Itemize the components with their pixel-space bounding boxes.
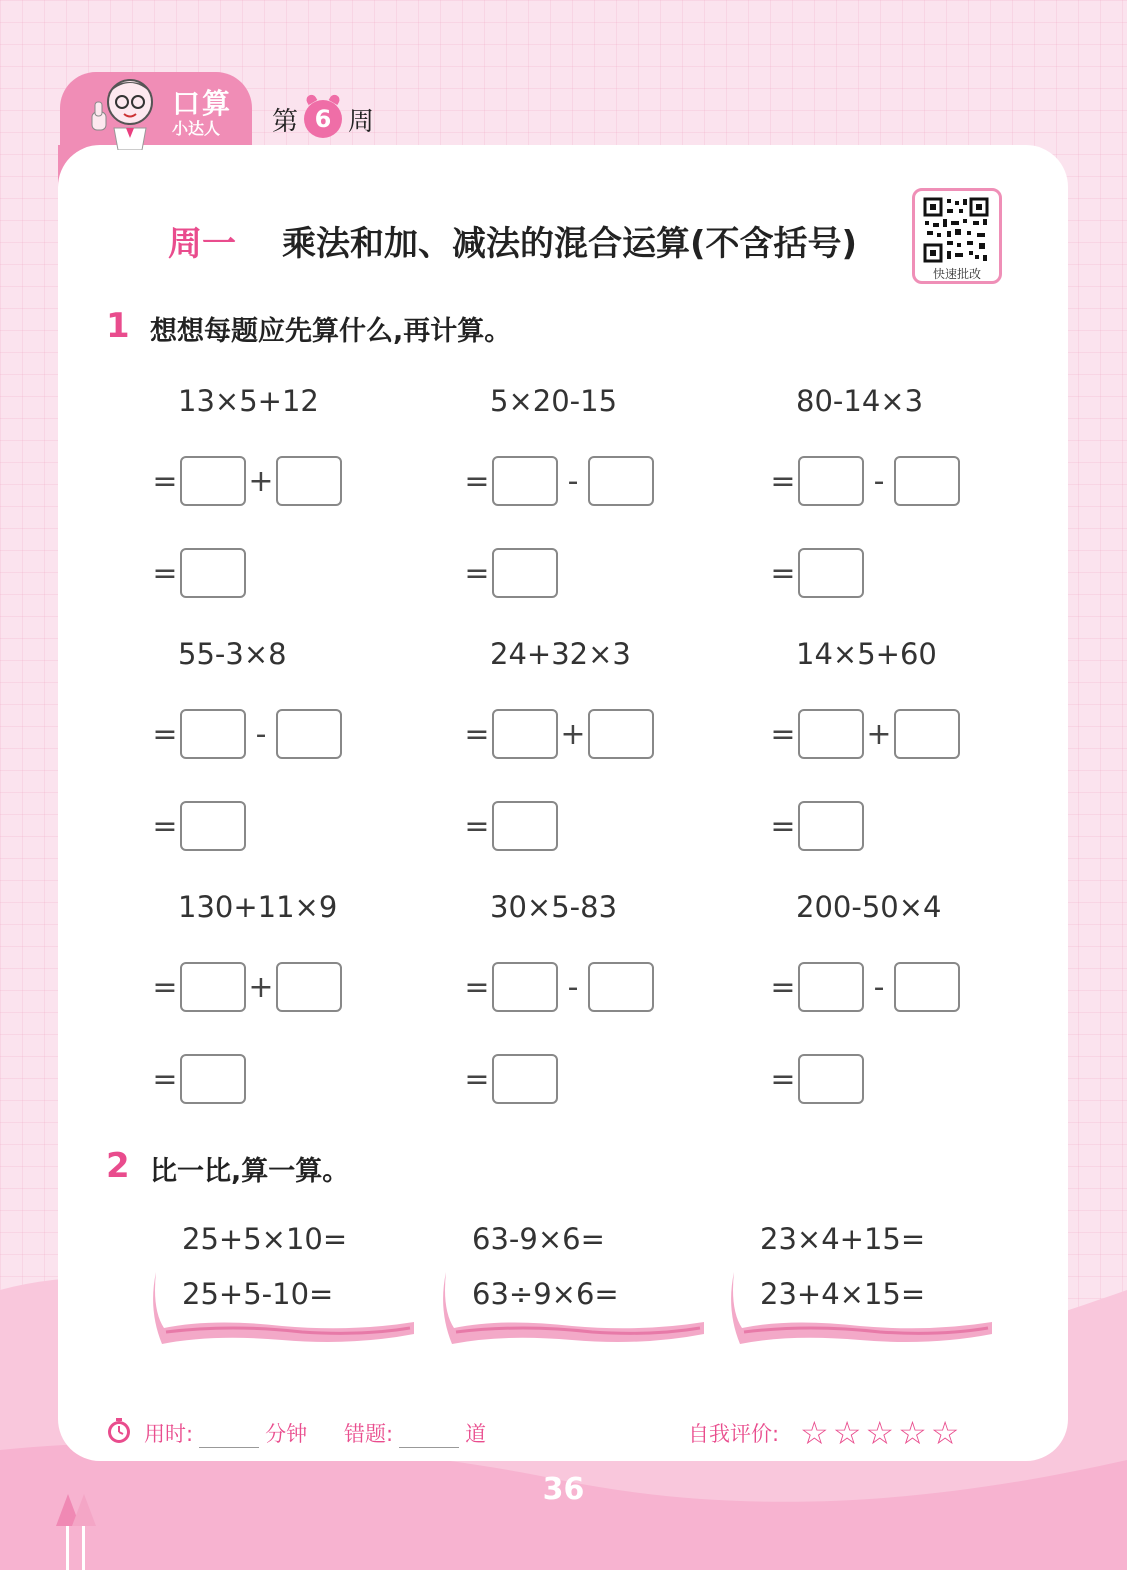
answer-box[interactable] bbox=[180, 801, 246, 851]
comparison-group bbox=[152, 1220, 417, 1350]
operator-sign: + bbox=[866, 716, 892, 752]
problem-expression: 24+32×3 bbox=[490, 637, 631, 671]
problem-expression: 55-3×8 bbox=[178, 637, 287, 671]
equals-sign: = bbox=[464, 969, 490, 1005]
operator-sign: - bbox=[567, 969, 579, 1005]
page-title: 乘法和加、减法的混合运算(不含括号) bbox=[282, 224, 858, 264]
answer-box[interactable] bbox=[180, 456, 246, 506]
comparison-top: 23×4+15= bbox=[760, 1222, 926, 1256]
problem-expression: 130+11×9 bbox=[178, 890, 338, 924]
answer-box[interactable] bbox=[492, 709, 558, 759]
answer-box[interactable] bbox=[798, 709, 864, 759]
errors-blank[interactable] bbox=[399, 1447, 459, 1448]
problem-expression: 13×5+12 bbox=[178, 384, 319, 418]
answer-box[interactable] bbox=[180, 709, 246, 759]
equals-sign: = bbox=[770, 716, 796, 752]
problem-expression: 30×5-83 bbox=[490, 890, 618, 924]
step-2-row bbox=[150, 548, 246, 598]
time-spent bbox=[144, 1418, 307, 1448]
question-2-text: 比一比,算一算。 bbox=[150, 1156, 350, 1187]
step-2-row bbox=[150, 801, 246, 851]
step-1-row bbox=[768, 709, 960, 759]
brand-subtitle: 小达人 bbox=[172, 119, 221, 138]
week-indicator bbox=[272, 100, 374, 138]
step-2-row bbox=[768, 548, 864, 598]
rating-stars[interactable]: ☆☆☆☆☆ bbox=[800, 1414, 964, 1452]
equals-sign: = bbox=[152, 555, 178, 591]
time-blank[interactable] bbox=[199, 1447, 259, 1448]
equals-sign: = bbox=[152, 716, 178, 752]
answer-box[interactable] bbox=[492, 962, 558, 1012]
time-label: 用时: bbox=[144, 1422, 194, 1446]
errors-label: 错题: bbox=[344, 1422, 394, 1446]
step-1-row bbox=[768, 456, 960, 506]
answer-box[interactable] bbox=[492, 1054, 558, 1104]
step-1-row bbox=[768, 962, 960, 1012]
qr-code-icon bbox=[923, 197, 989, 263]
equals-sign: = bbox=[152, 463, 178, 499]
answer-box[interactable] bbox=[798, 456, 864, 506]
week-suffix: 周 bbox=[348, 106, 375, 137]
answer-box[interactable] bbox=[798, 548, 864, 598]
step-2-row bbox=[462, 801, 558, 851]
errors-count bbox=[344, 1418, 486, 1448]
equals-sign: = bbox=[464, 555, 490, 591]
answer-box[interactable] bbox=[492, 801, 558, 851]
answer-box[interactable] bbox=[276, 962, 342, 1012]
tree-icon bbox=[54, 1492, 98, 1570]
operator-sign: + bbox=[248, 969, 274, 1005]
step-1-row bbox=[150, 709, 342, 759]
alarm-clock-icon bbox=[304, 100, 342, 138]
answer-box[interactable] bbox=[588, 456, 654, 506]
step-2-row bbox=[462, 548, 558, 598]
comparison-group bbox=[730, 1220, 995, 1350]
answer-box[interactable] bbox=[894, 962, 960, 1012]
equals-sign: = bbox=[770, 463, 796, 499]
mascot-icon bbox=[78, 72, 168, 150]
errors-unit: 道 bbox=[465, 1422, 487, 1446]
answer-box[interactable] bbox=[180, 1054, 246, 1104]
problem-expression: 80-14×3 bbox=[796, 384, 924, 418]
answer-box[interactable] bbox=[180, 962, 246, 1012]
step-1-row bbox=[150, 456, 342, 506]
equals-sign: = bbox=[770, 808, 796, 844]
problem-expression: 5×20-15 bbox=[490, 384, 618, 418]
answer-box[interactable] bbox=[894, 456, 960, 506]
equals-sign: = bbox=[152, 808, 178, 844]
qr-caption: 快速批改 bbox=[932, 267, 981, 281]
comparison-bottom: 63÷9×6= bbox=[472, 1277, 619, 1311]
problem-expression: 200-50×4 bbox=[796, 890, 942, 924]
step-2-row bbox=[768, 801, 864, 851]
step-1-row bbox=[462, 456, 654, 506]
answer-box[interactable] bbox=[798, 801, 864, 851]
comparison-group bbox=[442, 1220, 707, 1350]
operator-sign: - bbox=[255, 716, 267, 752]
page-number: 36 bbox=[542, 1472, 585, 1507]
answer-box[interactable] bbox=[588, 709, 654, 759]
equals-sign: = bbox=[152, 1061, 178, 1097]
step-1-row bbox=[462, 962, 654, 1012]
day-label: 周一 bbox=[168, 224, 236, 264]
equals-sign: = bbox=[152, 969, 178, 1005]
operator-sign: - bbox=[873, 969, 885, 1005]
equals-sign: = bbox=[464, 808, 490, 844]
week-prefix: 第 bbox=[272, 106, 299, 137]
time-unit: 分钟 bbox=[265, 1422, 308, 1446]
comparison-top: 63-9×6= bbox=[472, 1222, 605, 1256]
equals-sign: = bbox=[464, 463, 490, 499]
week-number: 6 bbox=[314, 105, 332, 133]
qr-code[interactable] bbox=[912, 188, 1002, 284]
equals-sign: = bbox=[464, 1061, 490, 1097]
operator-sign: - bbox=[567, 463, 579, 499]
equals-sign: = bbox=[770, 1061, 796, 1097]
equals-sign: = bbox=[770, 969, 796, 1005]
step-2-row bbox=[462, 1054, 558, 1104]
equals-sign: = bbox=[464, 716, 490, 752]
answer-box[interactable] bbox=[180, 548, 246, 598]
answer-box[interactable] bbox=[894, 709, 960, 759]
problem-expression: 14×5+60 bbox=[796, 637, 937, 671]
comparison-bottom: 25+5-10= bbox=[182, 1277, 334, 1311]
brand-title: 口算 bbox=[172, 87, 233, 120]
operator-sign: - bbox=[873, 463, 885, 499]
equals-sign: = bbox=[770, 555, 796, 591]
question-2-number: 2 bbox=[106, 1146, 130, 1186]
answer-box[interactable] bbox=[492, 456, 558, 506]
step-2-row bbox=[768, 1054, 864, 1104]
step-2-row bbox=[150, 1054, 246, 1104]
operator-sign: + bbox=[248, 463, 274, 499]
comparison-top: 25+5×10= bbox=[182, 1222, 348, 1256]
answer-box[interactable] bbox=[276, 709, 342, 759]
question-1-number: 1 bbox=[106, 306, 130, 346]
step-1-row bbox=[462, 709, 654, 759]
comparison-bottom: 23+4×15= bbox=[760, 1277, 926, 1311]
answer-box[interactable] bbox=[492, 548, 558, 598]
step-1-row bbox=[150, 962, 342, 1012]
question-1-text: 想想每题应先算什么,再计算。 bbox=[150, 316, 512, 347]
timer-icon bbox=[106, 1418, 132, 1444]
answer-box[interactable] bbox=[276, 456, 342, 506]
self-eval-label: 自我评价: bbox=[688, 1422, 780, 1446]
operator-sign: + bbox=[560, 716, 586, 752]
answer-box[interactable] bbox=[798, 962, 864, 1012]
answer-box[interactable] bbox=[588, 962, 654, 1012]
answer-box[interactable] bbox=[798, 1054, 864, 1104]
